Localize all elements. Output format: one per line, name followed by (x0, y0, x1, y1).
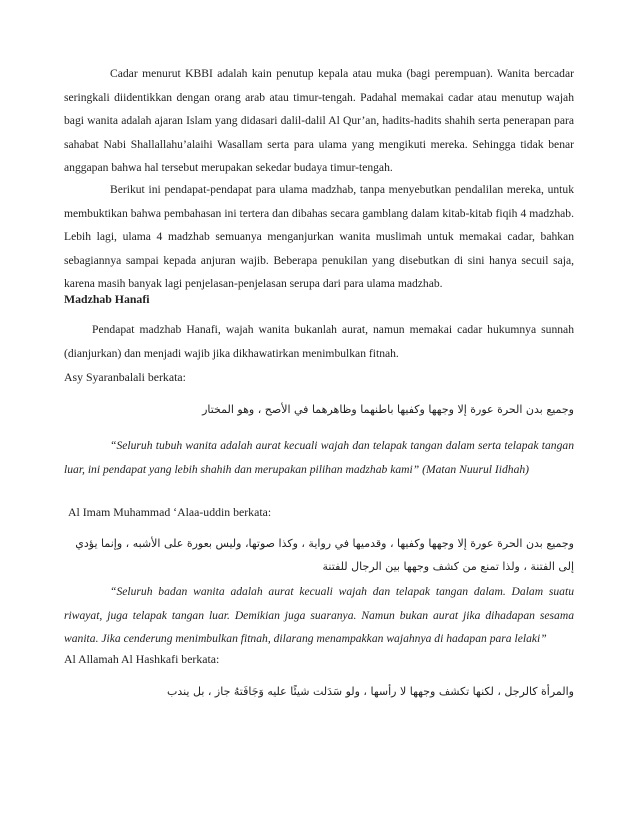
paragraph-hanafi-intro: Pendapat madzhab Hanafi, wajah wanita bukanlah aurat, namun memakai cadar hukumnya sunnah (dianjurkan) dan menjadi wajib jika dikhawatirkan menimbulkan fitnah. (64, 323, 574, 360)
speaker-al-hashkafi: Al Allamah Al Hashkafi berkata: (64, 652, 220, 666)
translation-quote-2: “Seluruh badan wanita adalah aurat kecuali wajah dan telapak tangan dalam. Dalam suatu riwayat, juga telapak tangan luar. Demikian juga suaranya. Namun bukan aurat jika dihadapan sesama wanita. Jika cenderung menimbulkan fitnah, dilarang menampakkan wajahnya di hadapan para lelaki” (64, 585, 574, 645)
heading-madzhab-hanafi: Madzhab Hanafi (64, 292, 150, 306)
paragraph-madzhab-overview: Berikut ini pendapat-pendapat para ulama madzhab, tanpa menyebutkan pendalilan mereka, untuk membuktikan bahwa pembahasan ini tertera dan dibahas secara gamblang dalam kitab-kitab fiqih 4 madzhab. Lebih lagi, ulama 4 madzhab semuanya menganjurkan wanita muslimah untuk memakai cadar, bahkan sebagiannya sampai kepada anjuran wajib. Beberapa penukilan yang disebutkan di sini hanya secuil saja, karena masih banyak lagi penjelasan-penjelasan serupa dari para ulama madzhab. (64, 183, 574, 290)
paragraph-intro: Cadar menurut KBBI adalah kain penutup kepala atau muka (bagi perempuan). Wanita bercadar seringkali diidentikkan dengan orang arab atau timur-tengah. Padahal memakai cadar atau menutup wajah bagi wanita adalah ajaran Islam yang didasari dalil-dalil Al Qur’an, hadits-hadits shahih serta penerapan para sahabat Nabi Shallallahu’alaihi Wasallam serta para ulama yang mengikuti mereka. Sehingga tidak benar anggapan bahwa hal tersebut merupakan sekedar budaya timur-tengah. (64, 67, 574, 174)
translation-quote-1: “Seluruh tubuh wanita adalah aurat kecuali wajah dan telapak tangan dalam serta telapak tangan luar, ini pendapat yang lebih shahih dan merupakan pilihan madzhab kami” (Matan Nuurul Iidhah) (64, 439, 574, 476)
speaker-asy-syaranbalali: Asy Syaranbalali berkata: (64, 370, 186, 384)
arabic-quote-2: وجميع بدن الحرة عورة إلا وجهها وكفيها ، وقدميها في رواية ، وكذا صوتها، وليس بعورة على الأشبه ، وإنما يؤدي إلى الفتنة ، ولذا تمنع من كشف وجهها بين الرجال للفتنة (75, 537, 574, 573)
arabic-quote-1: وجميع بدن الحرة عورة إلا وجهها وكفيها باطنهما وظاهرهما في الأصح ، وهو المختار (202, 403, 574, 416)
arabic-quote-3: والمرأة كالرجل ، لكنها تكشف وجهها لا رأسها ، ولو سَدَلت شيئًا عليه وَجَافَتهُ جاز ، بل يندب (166, 685, 574, 698)
speaker-imam-muhammad: Al Imam Muhammad ‘Alaa-uddin berkata: (68, 505, 272, 519)
